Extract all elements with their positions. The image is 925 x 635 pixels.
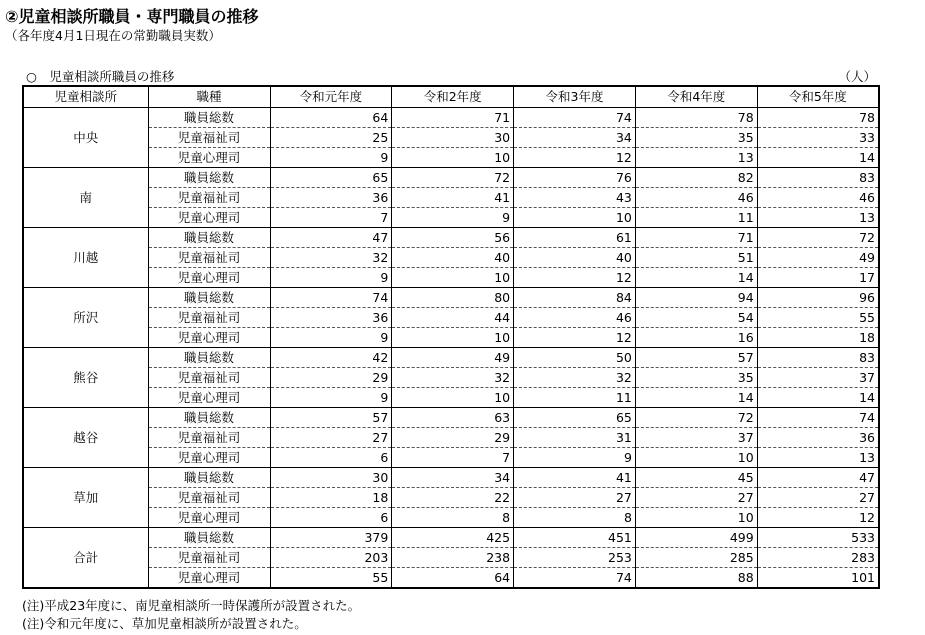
job-type-cell: 児童心理司 — [148, 568, 270, 589]
value-cell: 42 — [270, 348, 392, 368]
value-cell: 13 — [757, 208, 879, 228]
job-type-cell: 児童福祉司 — [148, 368, 270, 388]
value-cell: 10 — [392, 328, 514, 348]
table-row — [23, 528, 879, 548]
value-cell: 10 — [635, 448, 757, 468]
job-type-cell: 児童福祉司 — [148, 248, 270, 268]
job-type-cell: 児童心理司 — [148, 328, 270, 348]
value-cell: 37 — [757, 368, 879, 388]
value-cell: 425 — [392, 528, 514, 548]
value-cell: 9 — [392, 208, 514, 228]
job-type-cell: 児童福祉司 — [148, 128, 270, 148]
column-header: 令和2年度 — [392, 86, 514, 108]
table-row — [23, 108, 879, 128]
staff-table — [22, 85, 880, 589]
office-name-cell: 草加 — [23, 468, 148, 528]
table-row — [23, 388, 879, 408]
value-cell: 44 — [392, 308, 514, 328]
value-cell: 27 — [270, 428, 392, 448]
value-cell: 36 — [270, 188, 392, 208]
table-row — [23, 308, 879, 328]
job-type-cell: 職員総数 — [148, 348, 270, 368]
value-cell: 238 — [392, 548, 514, 568]
value-cell: 9 — [514, 448, 636, 468]
office-name-cell: 熊谷 — [23, 348, 148, 408]
table-row — [23, 488, 879, 508]
value-cell: 8 — [514, 508, 636, 528]
value-cell: 18 — [270, 488, 392, 508]
value-cell: 27 — [514, 488, 636, 508]
job-type-cell: 職員総数 — [148, 108, 270, 128]
value-cell: 41 — [392, 188, 514, 208]
note: (注)令和元年度に、草加児童相談所が設置された。 — [22, 616, 307, 631]
value-cell: 47 — [270, 228, 392, 248]
office-name-cell: 中央 — [23, 108, 148, 168]
job-type-cell: 児童心理司 — [148, 268, 270, 288]
value-cell: 49 — [392, 348, 514, 368]
page-subtitle: （各年度4月1日現在の常勤職員実数） — [5, 28, 221, 43]
value-cell: 61 — [514, 228, 636, 248]
job-type-cell: 児童福祉司 — [148, 488, 270, 508]
value-cell: 14 — [635, 268, 757, 288]
value-cell: 9 — [270, 148, 392, 168]
value-cell: 14 — [757, 148, 879, 168]
job-type-cell: 児童福祉司 — [148, 548, 270, 568]
table-row — [23, 368, 879, 388]
value-cell: 55 — [270, 568, 392, 589]
value-cell: 96 — [757, 288, 879, 308]
value-cell: 72 — [757, 228, 879, 248]
job-type-cell: 職員総数 — [148, 408, 270, 428]
office-name-cell: 合計 — [23, 528, 148, 589]
column-header: 令和3年度 — [514, 86, 636, 108]
value-cell: 49 — [757, 248, 879, 268]
value-cell: 101 — [757, 568, 879, 589]
value-cell: 379 — [270, 528, 392, 548]
value-cell: 29 — [270, 368, 392, 388]
value-cell: 41 — [514, 468, 636, 488]
value-cell: 32 — [514, 368, 636, 388]
value-cell: 35 — [635, 368, 757, 388]
value-cell: 54 — [635, 308, 757, 328]
value-cell: 35 — [635, 128, 757, 148]
value-cell: 10 — [635, 508, 757, 528]
table-row — [23, 408, 879, 428]
value-cell: 283 — [757, 548, 879, 568]
table-row — [23, 508, 879, 528]
job-type-cell: 職員総数 — [148, 288, 270, 308]
value-cell: 7 — [392, 448, 514, 468]
value-cell: 65 — [270, 168, 392, 188]
table-row — [23, 348, 879, 368]
value-cell: 12 — [757, 508, 879, 528]
value-cell: 14 — [635, 388, 757, 408]
table-row — [23, 228, 879, 248]
value-cell: 9 — [270, 328, 392, 348]
value-cell: 31 — [514, 428, 636, 448]
value-cell: 18 — [757, 328, 879, 348]
value-cell: 76 — [514, 168, 636, 188]
value-cell: 34 — [392, 468, 514, 488]
value-cell: 32 — [270, 248, 392, 268]
table-row — [23, 288, 879, 308]
job-type-cell: 児童心理司 — [148, 448, 270, 468]
value-cell: 12 — [514, 148, 636, 168]
value-cell: 11 — [635, 208, 757, 228]
value-cell: 57 — [270, 408, 392, 428]
value-cell: 51 — [635, 248, 757, 268]
value-cell: 94 — [635, 288, 757, 308]
value-cell: 17 — [757, 268, 879, 288]
value-cell: 10 — [392, 148, 514, 168]
value-cell: 57 — [635, 348, 757, 368]
value-cell: 84 — [514, 288, 636, 308]
value-cell: 14 — [757, 388, 879, 408]
column-header: 児童相談所 — [23, 86, 148, 108]
value-cell: 203 — [270, 548, 392, 568]
value-cell: 10 — [392, 388, 514, 408]
value-cell: 72 — [392, 168, 514, 188]
value-cell: 88 — [635, 568, 757, 589]
value-cell: 46 — [514, 308, 636, 328]
value-cell: 33 — [757, 128, 879, 148]
value-cell: 285 — [635, 548, 757, 568]
job-type-cell: 児童心理司 — [148, 148, 270, 168]
column-header: 令和5年度 — [757, 86, 879, 108]
value-cell: 13 — [757, 448, 879, 468]
value-cell: 83 — [757, 168, 879, 188]
table-row — [23, 208, 879, 228]
value-cell: 6 — [270, 448, 392, 468]
value-cell: 22 — [392, 488, 514, 508]
office-name-cell: 越谷 — [23, 408, 148, 468]
value-cell: 499 — [635, 528, 757, 548]
table-row — [23, 148, 879, 168]
table-row — [23, 568, 879, 589]
value-cell: 74 — [514, 108, 636, 128]
value-cell: 12 — [514, 268, 636, 288]
value-cell: 78 — [757, 108, 879, 128]
value-cell: 46 — [757, 188, 879, 208]
value-cell: 64 — [392, 568, 514, 589]
job-type-cell: 職員総数 — [148, 468, 270, 488]
office-name-cell: 南 — [23, 168, 148, 228]
table-row — [23, 468, 879, 488]
unit-label: （人） — [838, 69, 876, 84]
value-cell: 74 — [270, 288, 392, 308]
value-cell: 11 — [514, 388, 636, 408]
value-cell: 34 — [514, 128, 636, 148]
value-cell: 25 — [270, 128, 392, 148]
job-type-cell: 職員総数 — [148, 168, 270, 188]
value-cell: 82 — [635, 168, 757, 188]
note: (注)平成23年度に、南児童相談所一時保護所が設置された。 — [22, 598, 361, 613]
column-header: 令和4年度 — [635, 86, 757, 108]
value-cell: 71 — [635, 228, 757, 248]
section-header — [22, 67, 878, 85]
table-row — [23, 248, 879, 268]
value-cell: 74 — [514, 568, 636, 589]
value-cell: 46 — [635, 188, 757, 208]
value-cell: 43 — [514, 188, 636, 208]
job-type-cell: 職員総数 — [148, 528, 270, 548]
table-row — [23, 448, 879, 468]
column-header: 令和元年度 — [270, 86, 392, 108]
value-cell: 63 — [392, 408, 514, 428]
page-title: ②児童相談所職員・専門職員の推移 — [5, 7, 259, 26]
value-cell: 80 — [392, 288, 514, 308]
value-cell: 10 — [392, 268, 514, 288]
table-header-row — [23, 86, 879, 108]
value-cell: 9 — [270, 268, 392, 288]
value-cell: 10 — [514, 208, 636, 228]
value-cell: 32 — [392, 368, 514, 388]
value-cell: 27 — [635, 488, 757, 508]
value-cell: 55 — [757, 308, 879, 328]
value-cell: 451 — [514, 528, 636, 548]
value-cell: 253 — [514, 548, 636, 568]
value-cell: 45 — [635, 468, 757, 488]
value-cell: 65 — [514, 408, 636, 428]
value-cell: 16 — [635, 328, 757, 348]
section-label: ○ 児童相談所職員の推移 — [26, 69, 175, 84]
value-cell: 83 — [757, 348, 879, 368]
value-cell: 9 — [270, 388, 392, 408]
value-cell: 50 — [514, 348, 636, 368]
value-cell: 6 — [270, 508, 392, 528]
value-cell: 12 — [514, 328, 636, 348]
value-cell: 40 — [514, 248, 636, 268]
job-type-cell: 職員総数 — [148, 228, 270, 248]
value-cell: 56 — [392, 228, 514, 248]
table-row — [23, 328, 879, 348]
job-type-cell: 児童心理司 — [148, 508, 270, 528]
table-row — [23, 128, 879, 148]
job-type-cell: 児童福祉司 — [148, 308, 270, 328]
job-type-cell: 児童福祉司 — [148, 188, 270, 208]
office-name-cell: 川越 — [23, 228, 148, 288]
job-type-cell: 児童福祉司 — [148, 428, 270, 448]
value-cell: 78 — [635, 108, 757, 128]
table-row — [23, 548, 879, 568]
value-cell: 64 — [270, 108, 392, 128]
value-cell: 72 — [635, 408, 757, 428]
table-row — [23, 268, 879, 288]
value-cell: 40 — [392, 248, 514, 268]
value-cell: 74 — [757, 408, 879, 428]
value-cell: 533 — [757, 528, 879, 548]
value-cell: 36 — [757, 428, 879, 448]
value-cell: 30 — [392, 128, 514, 148]
value-cell: 47 — [757, 468, 879, 488]
table-row — [23, 428, 879, 448]
value-cell: 13 — [635, 148, 757, 168]
table-row — [23, 188, 879, 208]
value-cell: 29 — [392, 428, 514, 448]
value-cell: 27 — [757, 488, 879, 508]
table-row — [23, 168, 879, 188]
office-name-cell: 所沢 — [23, 288, 148, 348]
job-type-cell: 児童心理司 — [148, 388, 270, 408]
value-cell: 7 — [270, 208, 392, 228]
value-cell: 36 — [270, 308, 392, 328]
notes — [22, 597, 360, 633]
value-cell: 30 — [270, 468, 392, 488]
value-cell: 71 — [392, 108, 514, 128]
value-cell: 8 — [392, 508, 514, 528]
job-type-cell: 児童心理司 — [148, 208, 270, 228]
column-header: 職種 — [148, 86, 270, 108]
value-cell: 37 — [635, 428, 757, 448]
